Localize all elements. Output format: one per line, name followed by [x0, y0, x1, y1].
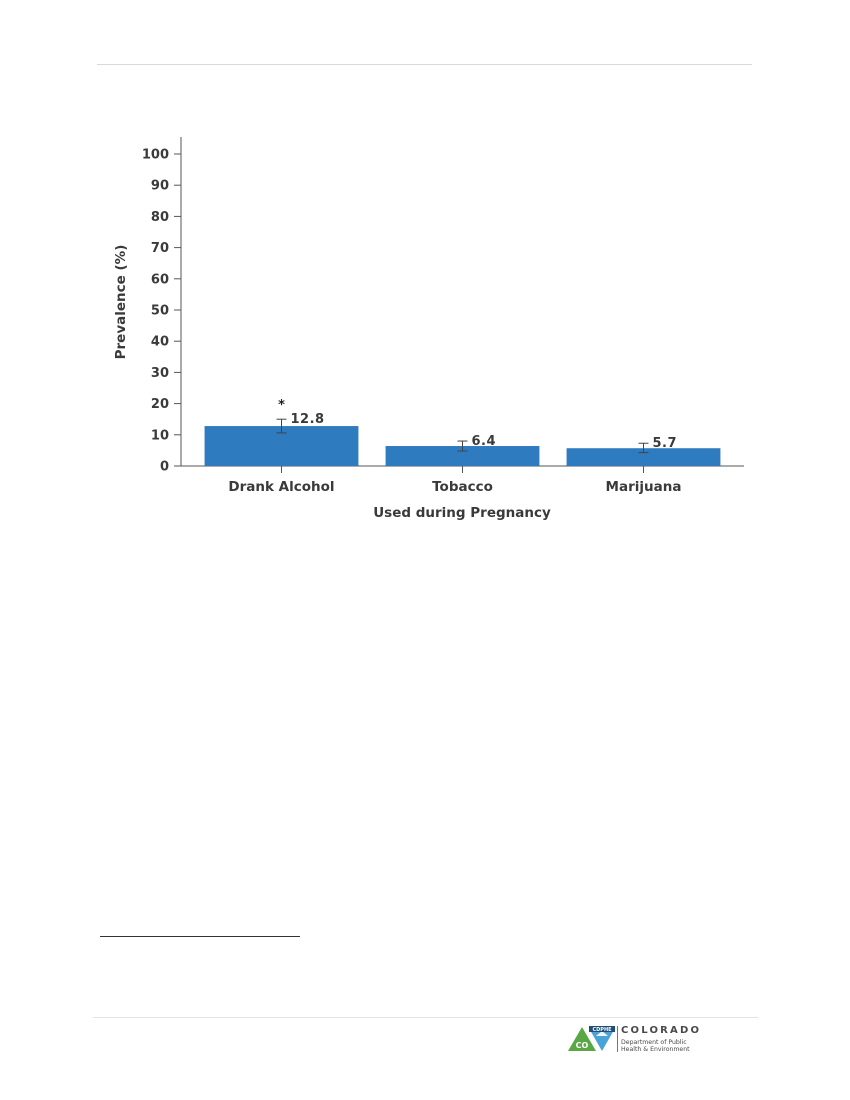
y-tick-label: 90 [150, 178, 169, 194]
logo-state-text: CO [575, 1041, 589, 1050]
logo-line-2: Health & Environment [621, 1046, 690, 1053]
footnote-rule [100, 936, 300, 937]
y-axis-title: Prevalence (%) [113, 244, 129, 360]
x-tick-label: Tobacco [432, 479, 493, 495]
x-axis-title: Used during Pregnancy [373, 505, 551, 521]
bars [205, 398, 721, 466]
y-axis [142, 137, 181, 475]
y-tick-label: 30 [150, 365, 169, 381]
x-tick-label: Drank Alcohol [228, 479, 335, 495]
logo-wordmark: COLORADO [621, 1025, 702, 1036]
cdphe-logo [568, 1025, 702, 1055]
footer-rule [93, 1017, 758, 1018]
data-label: 6.4 [471, 434, 497, 450]
x-axis [181, 466, 744, 495]
cdphe-logo-mark-icon [568, 1025, 618, 1053]
logo-divider [617, 1026, 618, 1052]
significance-marker: * [278, 398, 285, 414]
y-tick-label: 10 [150, 428, 169, 444]
data-label: 5.7 [652, 436, 678, 452]
x-tick-label: Marijuana [605, 479, 682, 495]
y-tick-label: 60 [150, 272, 169, 288]
y-tick-label: 40 [150, 334, 169, 350]
y-tick-label: 100 [141, 147, 169, 163]
y-tick-label: 70 [150, 241, 169, 257]
y-tick-label: 80 [150, 209, 169, 225]
y-tick-label: 0 [159, 459, 169, 475]
logo-line-1: Department of Public [621, 1039, 687, 1046]
data-label: 12.8 [290, 412, 325, 428]
y-tick-label: 20 [150, 397, 169, 413]
y-tick-label: 50 [150, 303, 169, 319]
logo-badge-text: CDPHE [592, 1027, 612, 1033]
